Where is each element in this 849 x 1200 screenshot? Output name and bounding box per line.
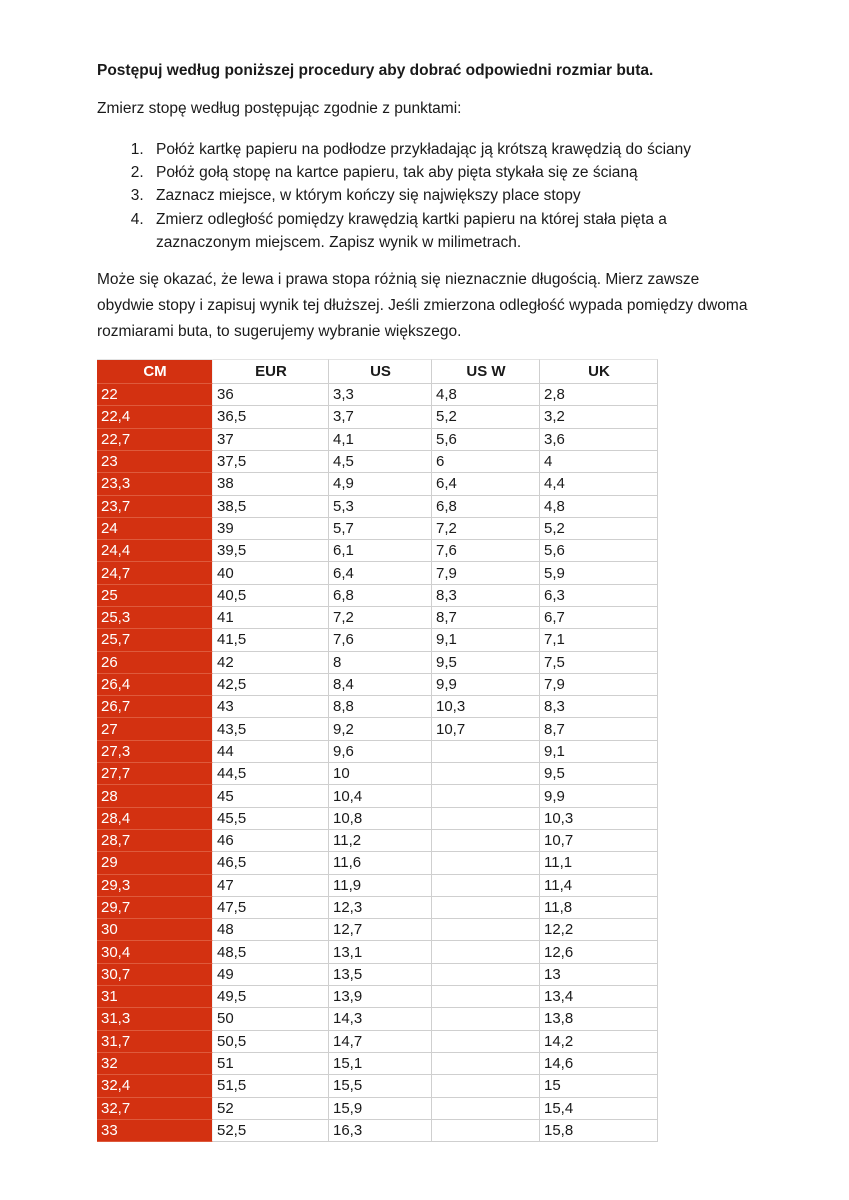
- table-cell: 5,2: [540, 518, 658, 540]
- table-cell: 8,3: [540, 696, 658, 718]
- table-cell: 36,5: [213, 406, 329, 428]
- table-cell: 4,5: [329, 451, 432, 473]
- procedure-heading: Postępuj według poniższej procedury aby dobrać odpowiedni rozmiar buta.: [97, 62, 654, 79]
- table-cell: 45: [213, 785, 329, 807]
- table-cell: [432, 964, 540, 986]
- table-cell: [432, 1075, 540, 1097]
- table-cell: 15,5: [329, 1075, 432, 1097]
- size-table-body: [97, 384, 658, 1142]
- table-cell: 4: [540, 451, 658, 473]
- table-cell: 36: [213, 384, 329, 406]
- table-cell: [432, 1053, 540, 1075]
- table-cell: 22: [97, 384, 213, 406]
- table-row: [97, 696, 658, 718]
- table-cell: 2,8: [540, 384, 658, 406]
- table-row: [97, 919, 658, 941]
- table-cell: 6,3: [540, 585, 658, 607]
- table-cell: 11,1: [540, 852, 658, 874]
- table-cell: 42,5: [213, 674, 329, 696]
- table-row: [97, 741, 658, 763]
- table-cell: 27: [97, 718, 213, 740]
- table-cell: 43: [213, 696, 329, 718]
- table-cell: 8,8: [329, 696, 432, 718]
- column-header-cm: CM: [97, 359, 213, 384]
- table-cell: 6,4: [329, 562, 432, 584]
- table-cell: 6,8: [329, 585, 432, 607]
- table-cell: 4,9: [329, 473, 432, 495]
- table-cell: 11,8: [540, 897, 658, 919]
- table-cell: 43,5: [213, 718, 329, 740]
- table-row: [97, 585, 658, 607]
- table-cell: [432, 875, 540, 897]
- table-row: [97, 674, 658, 696]
- shoe-size-conversion-table: [97, 359, 658, 1142]
- table-cell: 11,6: [329, 852, 432, 874]
- table-cell: 49: [213, 964, 329, 986]
- table-cell: 47,5: [213, 897, 329, 919]
- table-cell: 7,2: [432, 518, 540, 540]
- table-cell: 7,6: [329, 629, 432, 651]
- table-cell: 12,2: [540, 919, 658, 941]
- table-cell: 11,4: [540, 875, 658, 897]
- table-cell: 13,4: [540, 986, 658, 1008]
- table-cell: 13,9: [329, 986, 432, 1008]
- table-cell: 37: [213, 429, 329, 451]
- table-cell: 44: [213, 741, 329, 763]
- size-table-header: [97, 359, 658, 384]
- table-cell: 11,9: [329, 875, 432, 897]
- table-cell: 23: [97, 451, 213, 473]
- table-cell: 13: [540, 964, 658, 986]
- table-cell: 26,7: [97, 696, 213, 718]
- table-row: [97, 986, 658, 1008]
- table-cell: 30,4: [97, 941, 213, 963]
- table-cell: 4,4: [540, 473, 658, 495]
- table-cell: 32,7: [97, 1098, 213, 1120]
- table-cell: 46,5: [213, 852, 329, 874]
- table-cell: [432, 741, 540, 763]
- table-cell: 42: [213, 652, 329, 674]
- column-header-eur: EUR: [213, 359, 329, 384]
- table-cell: 3,6: [540, 429, 658, 451]
- table-cell: 26,4: [97, 674, 213, 696]
- table-cell: 40,5: [213, 585, 329, 607]
- table-cell: [432, 830, 540, 852]
- table-cell: 22,4: [97, 406, 213, 428]
- table-cell: 49,5: [213, 986, 329, 1008]
- table-cell: [432, 852, 540, 874]
- table-cell: 47: [213, 875, 329, 897]
- table-cell: 52,5: [213, 1120, 329, 1142]
- table-cell: 23,3: [97, 473, 213, 495]
- table-cell: [432, 986, 540, 1008]
- table-row: [97, 852, 658, 874]
- table-cell: [432, 1008, 540, 1030]
- table-cell: 39: [213, 518, 329, 540]
- table-cell: 9,9: [540, 785, 658, 807]
- table-cell: 15,1: [329, 1053, 432, 1075]
- table-cell: 52: [213, 1098, 329, 1120]
- table-row: [97, 1031, 658, 1053]
- table-cell: 10,3: [432, 696, 540, 718]
- size-table-header-row: [97, 359, 658, 384]
- table-row: [97, 1075, 658, 1097]
- step-item: 1. Połóż kartkę papieru na podłodze przykładając ją krótszą krawędzią do ściany: [148, 138, 748, 161]
- table-cell: 10,8: [329, 808, 432, 830]
- measurement-steps-list: [97, 138, 748, 254]
- table-cell: 39,5: [213, 540, 329, 562]
- table-row: [97, 518, 658, 540]
- table-cell: 40: [213, 562, 329, 584]
- table-row: [97, 964, 658, 986]
- table-cell: 24,7: [97, 562, 213, 584]
- table-cell: [432, 1031, 540, 1053]
- table-cell: 5,7: [329, 518, 432, 540]
- table-cell: 48,5: [213, 941, 329, 963]
- table-cell: 10,7: [432, 718, 540, 740]
- table-row: [97, 652, 658, 674]
- step-item: 2. Połóż gołą stopę na kartce papieru, tak aby pięta stykała się ze ścianą: [148, 161, 748, 184]
- table-cell: 4,8: [540, 496, 658, 518]
- table-cell: 5,6: [432, 429, 540, 451]
- table-row: [97, 763, 658, 785]
- table-cell: 9,5: [540, 763, 658, 785]
- table-cell: [432, 763, 540, 785]
- table-cell: 6,7: [540, 607, 658, 629]
- table-row: [97, 629, 658, 651]
- table-cell: 23,7: [97, 496, 213, 518]
- step-item: 3. Zaznacz miejsce, w którym kończy się największy place stopy: [148, 184, 748, 207]
- table-row: [97, 1008, 658, 1030]
- table-cell: 48: [213, 919, 329, 941]
- table-cell: 32: [97, 1053, 213, 1075]
- table-cell: 16,3: [329, 1120, 432, 1142]
- table-cell: 3,7: [329, 406, 432, 428]
- table-row: [97, 473, 658, 495]
- table-row: [97, 830, 658, 852]
- table-cell: 33: [97, 1120, 213, 1142]
- table-cell: 8: [329, 652, 432, 674]
- table-cell: 3,2: [540, 406, 658, 428]
- table-cell: [432, 785, 540, 807]
- table-cell: 25,7: [97, 629, 213, 651]
- table-cell: 28,4: [97, 808, 213, 830]
- table-cell: 10,7: [540, 830, 658, 852]
- table-cell: [432, 919, 540, 941]
- table-cell: 13,8: [540, 1008, 658, 1030]
- table-cell: 28: [97, 785, 213, 807]
- table-cell: 10,4: [329, 785, 432, 807]
- table-cell: 12,6: [540, 941, 658, 963]
- table-cell: 5,9: [540, 562, 658, 584]
- table-cell: 6,8: [432, 496, 540, 518]
- table-row: [97, 875, 658, 897]
- table-cell: 28,7: [97, 830, 213, 852]
- table-row: [97, 1098, 658, 1120]
- column-header-us: US: [329, 359, 432, 384]
- table-cell: 22,7: [97, 429, 213, 451]
- table-cell: 9,5: [432, 652, 540, 674]
- table-cell: 32,4: [97, 1075, 213, 1097]
- table-cell: 10,3: [540, 808, 658, 830]
- table-cell: 29,7: [97, 897, 213, 919]
- table-cell: 13,5: [329, 964, 432, 986]
- table-cell: 9,1: [540, 741, 658, 763]
- table-row: [97, 941, 658, 963]
- table-cell: 24,4: [97, 540, 213, 562]
- table-row: [97, 607, 658, 629]
- table-cell: 11,2: [329, 830, 432, 852]
- table-cell: 29,3: [97, 875, 213, 897]
- table-cell: 3,3: [329, 384, 432, 406]
- table-cell: 7,9: [540, 674, 658, 696]
- table-cell: 38: [213, 473, 329, 495]
- table-cell: 30: [97, 919, 213, 941]
- table-cell: 14,2: [540, 1031, 658, 1053]
- table-row: [97, 785, 658, 807]
- table-cell: [432, 1120, 540, 1142]
- table-row: [97, 429, 658, 451]
- table-cell: 8,7: [540, 718, 658, 740]
- table-cell: 5,3: [329, 496, 432, 518]
- table-cell: 15,8: [540, 1120, 658, 1142]
- table-cell: [432, 897, 540, 919]
- table-cell: 9,9: [432, 674, 540, 696]
- table-cell: 7,2: [329, 607, 432, 629]
- table-cell: 24: [97, 518, 213, 540]
- table-cell: 27,3: [97, 741, 213, 763]
- table-cell: 26: [97, 652, 213, 674]
- table-cell: 37,5: [213, 451, 329, 473]
- table-cell: 14,3: [329, 1008, 432, 1030]
- table-row: [97, 718, 658, 740]
- table-cell: [432, 808, 540, 830]
- table-cell: 45,5: [213, 808, 329, 830]
- table-cell: 9,2: [329, 718, 432, 740]
- table-cell: 41,5: [213, 629, 329, 651]
- table-cell: 31,3: [97, 1008, 213, 1030]
- table-cell: 15: [540, 1075, 658, 1097]
- table-cell: 4,8: [432, 384, 540, 406]
- table-cell: 9,1: [432, 629, 540, 651]
- table-row: [97, 406, 658, 428]
- table-cell: 29: [97, 852, 213, 874]
- table-row: [97, 451, 658, 473]
- table-cell: 6,4: [432, 473, 540, 495]
- table-cell: 10: [329, 763, 432, 785]
- table-cell: 8,3: [432, 585, 540, 607]
- table-cell: 8,4: [329, 674, 432, 696]
- table-cell: 14,7: [329, 1031, 432, 1053]
- note-paragraph: Może się okazać, że lewa i prawa stopa różnią się nieznacznie długością. Mierz zawsze obydwie stopy i zapisuj wynik tej dłuższej. Jeśli zmierzona odległość wypada pomiędzy dwoma rozmiarami buta, to sugerujemy wybranie większego.: [97, 271, 748, 341]
- table-cell: 31: [97, 986, 213, 1008]
- table-cell: 7,9: [432, 562, 540, 584]
- table-row: [97, 540, 658, 562]
- table-cell: 7,6: [432, 540, 540, 562]
- table-row: [97, 496, 658, 518]
- table-cell: 14,6: [540, 1053, 658, 1075]
- table-cell: [432, 941, 540, 963]
- table-cell: 30,7: [97, 964, 213, 986]
- table-row: [97, 1053, 658, 1075]
- table-cell: 8,7: [432, 607, 540, 629]
- table-cell: 44,5: [213, 763, 329, 785]
- table-cell: 25,3: [97, 607, 213, 629]
- table-cell: 6,1: [329, 540, 432, 562]
- table-cell: 15,9: [329, 1098, 432, 1120]
- table-cell: 41: [213, 607, 329, 629]
- table-row: [97, 897, 658, 919]
- table-cell: 38,5: [213, 496, 329, 518]
- table-cell: 13,1: [329, 941, 432, 963]
- table-cell: 12,3: [329, 897, 432, 919]
- table-row: [97, 808, 658, 830]
- column-header-uk: UK: [540, 359, 658, 384]
- table-cell: 15,4: [540, 1098, 658, 1120]
- column-header-us-w: US W: [432, 359, 540, 384]
- table-cell: 9,6: [329, 741, 432, 763]
- table-cell: 31,7: [97, 1031, 213, 1053]
- step-item: 4. Zmierz odległość pomiędzy krawędzią kartki papieru na której stała pięta a zaznaczonym miejscem. Zapisz wynik w milimetrach.: [148, 208, 748, 254]
- table-cell: 27,7: [97, 763, 213, 785]
- table-row: [97, 1120, 658, 1142]
- table-cell: 50: [213, 1008, 329, 1030]
- table-cell: 7,1: [540, 629, 658, 651]
- table-cell: 51,5: [213, 1075, 329, 1097]
- table-cell: 25: [97, 585, 213, 607]
- table-cell: 50,5: [213, 1031, 329, 1053]
- table-cell: [432, 1098, 540, 1120]
- table-cell: 5,2: [432, 406, 540, 428]
- table-cell: 12,7: [329, 919, 432, 941]
- table-cell: 6: [432, 451, 540, 473]
- table-row: [97, 562, 658, 584]
- table-cell: 46: [213, 830, 329, 852]
- table-cell: 5,6: [540, 540, 658, 562]
- intro-paragraph: Zmierz stopę według postępując zgodnie z punktami:: [97, 100, 462, 117]
- table-cell: 7,5: [540, 652, 658, 674]
- table-cell: 51: [213, 1053, 329, 1075]
- table-cell: 4,1: [329, 429, 432, 451]
- table-row: [97, 384, 658, 406]
